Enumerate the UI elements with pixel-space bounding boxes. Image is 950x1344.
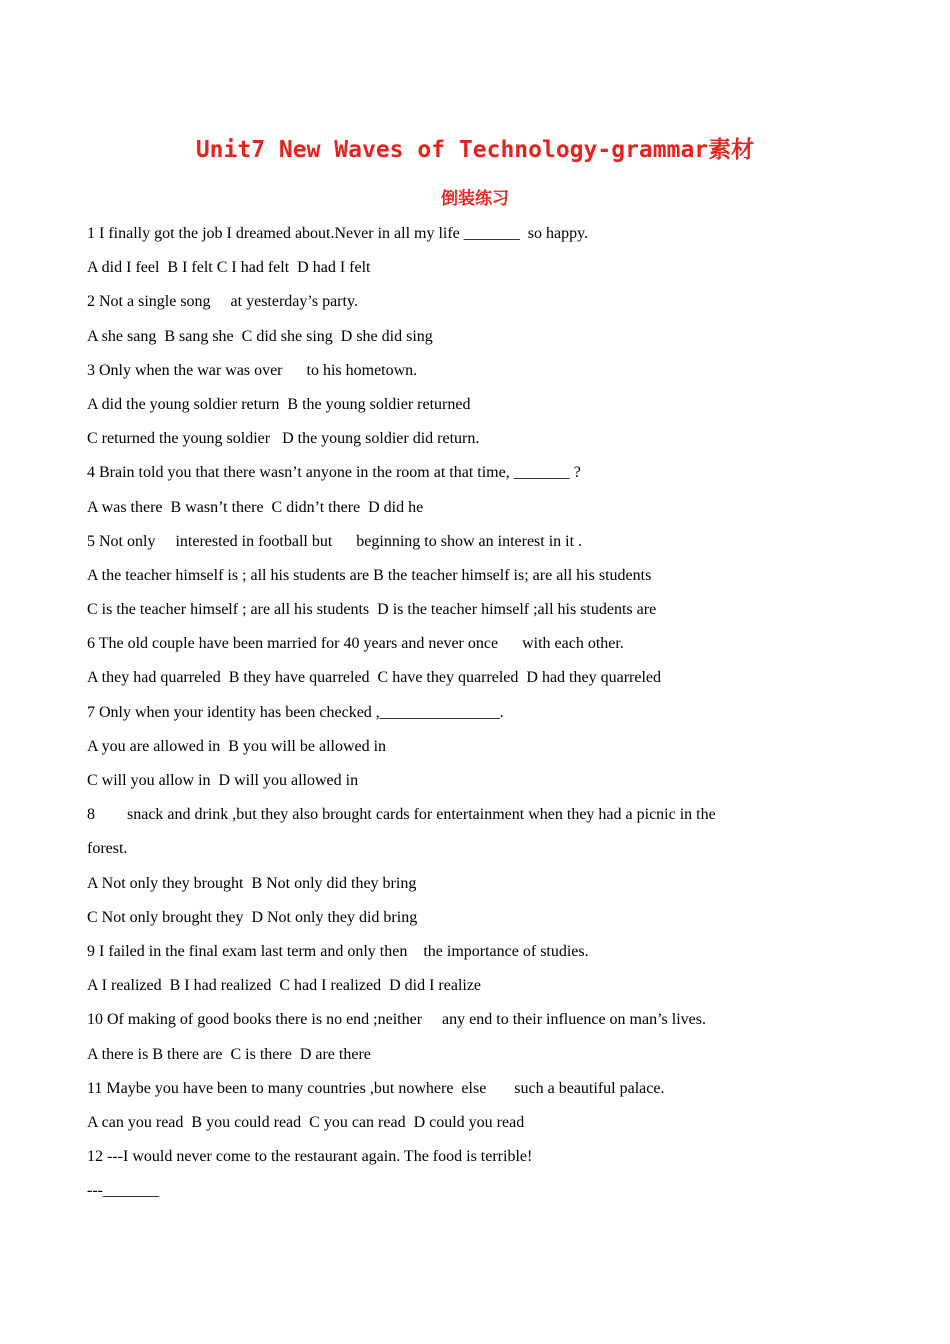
question-11: 11 Maybe you have been to many countries ,but nowhere else such a beautiful palace. — [87, 1079, 665, 1097]
question-12-answer-blank: ---_______ — [87, 1182, 159, 1200]
question-5: 5 Not only interested in football but beginning to show an interest in it . — [87, 532, 583, 550]
question-4: 4 Brain told you that there wasn’t anyone in the room at that time, _______ ? — [87, 464, 581, 482]
question-3: 3 Only when the war was over to his hometown. — [87, 361, 418, 379]
question-8-options-ab: A Not only they brought B Not only did they bring — [87, 874, 417, 892]
question-5-options-ab: A the teacher himself is ; all his students are B the teacher himself is; are all his students — [87, 566, 652, 584]
exercise-body — [87, 222, 927, 1213]
question-4-options: A was there B wasn’t there C didn’t there D did he — [87, 498, 424, 516]
question-11-options: A can you read B you could read C you can read D could you read — [87, 1113, 525, 1131]
document-title: Unit7 New Waves of Technology-grammar素材 — [195, 137, 755, 163]
question-8: 8 snack and drink ,but they also brought cards for entertainment when they had a picnic in the — [87, 806, 716, 824]
question-3-options-ab: A did the young soldier return B the young soldier returned — [87, 395, 471, 413]
question-2-options: A she sang B sang she C did she sing D she did sing — [87, 327, 433, 345]
question-9-options: A I realized B I had realized C had I realized D did I realize — [87, 977, 482, 995]
question-6: 6 The old couple have been married for 40 years and never once with each other. — [87, 635, 624, 653]
question-10-options: A there is B there are C is there D are there — [87, 1045, 371, 1063]
question-10: 10 Of making of good books there is no end ;neither any end to their influence on man’s lives. — [87, 1011, 706, 1029]
question-12: 12 ---I would never come to the restaurant again. The food is terrible! — [87, 1148, 533, 1166]
question-1-options: A did I feel B I felt C I had felt D had I felt — [87, 259, 371, 277]
question-8-options-cd: C Not only brought they D Not only they did bring — [87, 908, 418, 926]
question-6-options: A they had quarreled B they have quarreled C have they quarreled D had they quarreled — [87, 669, 661, 687]
question-2: 2 Not a single song at yesterday’s party. — [87, 293, 358, 311]
question-7: 7 Only when your identity has been checked ,_______________. — [87, 703, 504, 721]
question-7-options-ab: A you are allowed in B you will be allowed in — [87, 737, 387, 755]
question-7-options-cd: C will you allow in D will you allowed in — [87, 772, 359, 789]
question-9: 9 I failed in the final exam last term and only then the importance of studies. — [87, 942, 589, 960]
question-1: 1 I finally got the job I dreamed about.Never in all my life _______ so happy. — [87, 225, 589, 242]
question-5-options-cd: C is the teacher himself ; are all his students D is the teacher himself ;all his students are — [87, 601, 657, 619]
section-heading: 倒装练习 — [441, 189, 509, 209]
question-3-options-cd: C returned the young soldier D the young soldier did return. — [87, 430, 480, 448]
question-8-continued: forest. — [87, 840, 128, 858]
